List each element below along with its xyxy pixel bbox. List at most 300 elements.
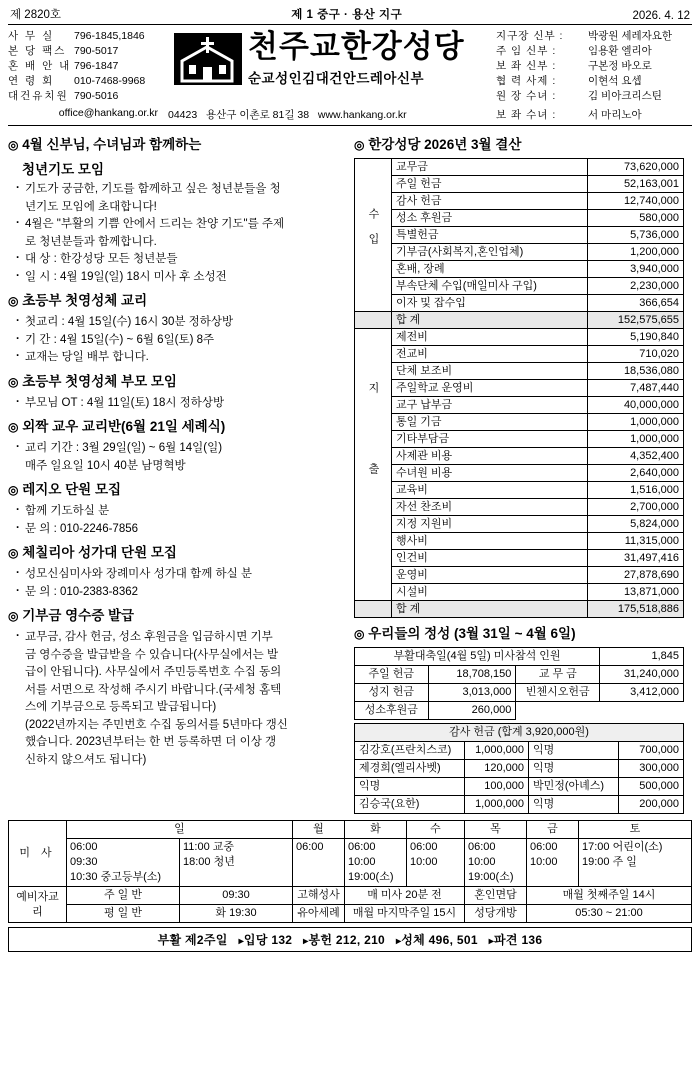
table-row	[355, 499, 684, 516]
cat-c3: 유아세례	[293, 905, 345, 923]
table-header-row	[9, 821, 692, 839]
offering-value: 260,000	[428, 702, 516, 720]
item-amount: 1,000,000	[588, 431, 684, 448]
section-heading	[8, 373, 344, 391]
contact-block	[8, 29, 168, 104]
day-header: 월	[293, 821, 345, 839]
clergy-value: 서 마리노아	[588, 109, 642, 121]
list-item-cont: 스에 기부금으로 등록되고 발급됩니다)	[25, 701, 217, 713]
offering-label: 성소후원금	[355, 702, 429, 720]
address-line	[168, 107, 496, 122]
donor-name: 익명	[529, 742, 619, 760]
table-row	[355, 648, 684, 666]
offering-value: 3,412,000	[600, 684, 684, 702]
church-logo-icon	[172, 31, 244, 87]
cat-time: 09:30	[180, 887, 293, 905]
list-item: · 문 의 : 010-2246-7856	[14, 521, 344, 538]
day-header: 수	[407, 821, 465, 839]
section-title: 외짝 교우 교리반(6월 21일 세례식)	[22, 419, 226, 434]
table-row	[355, 414, 684, 431]
thanks-title: 감사 헌금 (합계 3,920,000원)	[355, 724, 684, 742]
diamond-icon: ◎	[354, 627, 365, 641]
donor-amount: 200,000	[619, 796, 684, 814]
table-row	[355, 702, 684, 720]
schedule-section	[8, 820, 692, 952]
item-name: 전교비	[392, 346, 588, 363]
mass-time: 19:00(소)	[348, 871, 394, 883]
mass-time: 06:00	[410, 841, 438, 853]
email-value: office@hankang.or.kr	[58, 107, 158, 119]
list-item: · 대 상 : 한강성당 모든 청년분들	[14, 251, 344, 268]
cat-c6: 05:30 ~ 21:00	[527, 905, 692, 923]
item-amount: 2,700,000	[588, 499, 684, 516]
thanks-offering-table	[354, 723, 684, 814]
item-name: 주일 헌금	[392, 176, 588, 193]
item-name: 시설비	[392, 584, 588, 601]
offering-table	[354, 647, 684, 720]
diamond-icon: ◎	[8, 609, 19, 623]
section-heading	[8, 418, 344, 436]
clergy-value: 구본정 바오로	[588, 60, 652, 72]
mass-sun-b	[180, 839, 293, 887]
section-heading	[8, 292, 344, 310]
finance-heading	[354, 136, 684, 154]
arrow-icon: ▸	[303, 936, 309, 947]
table-row	[355, 448, 684, 465]
list-item: · 교리 기간 : 3월 29일(일) ~ 6월 14일(일)	[14, 440, 344, 457]
contact-label: 혼 배 안 내	[8, 60, 72, 72]
contact-value: 790-5017	[74, 45, 119, 57]
table-row	[355, 760, 684, 778]
mass-time: 06:00	[296, 841, 324, 853]
income-label: 수입	[355, 159, 392, 312]
section-items	[14, 314, 344, 366]
contact-label: 사 무 실	[8, 30, 55, 42]
arrow-icon: ▸	[395, 936, 402, 947]
donor-amount: 100,000	[465, 778, 529, 796]
masthead-center	[168, 29, 496, 104]
easter-value: 1,845	[600, 648, 684, 666]
day-header: 금	[527, 821, 579, 839]
cat-label: 평 일 반	[67, 905, 180, 923]
item-name: 특별헌금	[392, 227, 588, 244]
offering-value: 18,708,150	[428, 666, 516, 684]
item-name: 기부금(사회복지,혼인업체)	[392, 244, 588, 261]
item-amount: 31,497,416	[588, 550, 684, 567]
donor-name: 익명	[355, 778, 465, 796]
finance-table	[354, 158, 684, 618]
section-items	[14, 395, 344, 412]
mass-time: 19:00(소)	[468, 871, 514, 883]
mass-thu	[465, 839, 527, 887]
item-amount: 5,736,000	[588, 227, 684, 244]
masthead	[8, 25, 692, 106]
contact-value: 796-1847	[74, 60, 119, 72]
section-title: 체칠리아 성가대 단원 모집	[22, 545, 177, 560]
section-items	[14, 440, 344, 474]
address-bar	[8, 106, 692, 124]
website-link[interactable]: www.hankang.or.kr	[317, 109, 407, 121]
offering-value: 3,013,000	[428, 684, 516, 702]
donor-amount: 1,000,000	[465, 796, 529, 814]
mass-sun-a	[67, 839, 180, 887]
item-amount: 3,940,000	[588, 261, 684, 278]
contact-value: 796-1845,1846	[74, 30, 145, 42]
section-title: 4월 신부님, 수녀님과 함께하는	[22, 137, 202, 152]
table-row	[355, 193, 684, 210]
item-amount: 5,824,000	[588, 516, 684, 533]
list-item-cont: 급이 안됩니다). 사무실에서 주민등록번호 수집 동의	[25, 666, 282, 678]
section-items	[14, 181, 344, 285]
table-row	[355, 584, 684, 601]
item-name: 행사비	[392, 533, 588, 550]
clergy-value: 박광원 세레자요한	[588, 30, 673, 42]
item-name: 혼배, 장례	[392, 261, 588, 278]
clergy-row	[496, 44, 692, 59]
list-item-cont: 했습니다. 2023년부터는 한 번 등록하면 더 이상 갱	[25, 736, 277, 748]
mass-time: 10:00	[468, 856, 496, 868]
list-item-cont: 금 영수증을 발급받을 수 있습니다(사무실에서는 발	[25, 648, 279, 661]
mass-time: 17:00 어린이(소)	[582, 841, 663, 853]
hymn-communion: 성체 496, 501	[401, 933, 478, 947]
section-items	[14, 566, 344, 600]
list-item: · 성모신심미사와 장례미사 성가대 함께 하실 분	[14, 566, 344, 583]
expense-total-row	[355, 601, 684, 618]
cat-c4: 매 미사 20분 전	[345, 887, 465, 905]
item-amount: 580,000	[588, 210, 684, 227]
mass-time: 06:00	[70, 841, 98, 853]
district-label: 제 1 중구 · 용산 지구	[291, 9, 403, 21]
table-row	[9, 887, 692, 905]
day-header: 토	[579, 821, 692, 839]
clergy-label: 원 장 수녀 :	[496, 90, 557, 102]
list-item: · 교재는 당일 배부 합니다.	[14, 349, 344, 366]
item-name: 제전비	[392, 329, 588, 346]
table-row	[355, 567, 684, 584]
mass-time: 10:30 중고등부(소)	[70, 871, 162, 883]
item-name: 자선 찬조비	[392, 499, 588, 516]
table-row	[355, 465, 684, 482]
clergy-label: 보 좌 수녀 :	[496, 109, 557, 121]
clergy-value: 이현석 요셉	[588, 75, 642, 87]
contact-value: 790-5016	[74, 90, 119, 102]
table-row	[355, 431, 684, 448]
table-row	[355, 482, 684, 499]
arrow-icon: ▸	[488, 936, 495, 947]
mass-time: 10:00	[410, 856, 438, 868]
item-name: 운영비	[392, 567, 588, 584]
item-amount: 27,878,690	[588, 567, 684, 584]
cat-label: 주 일 반	[67, 887, 180, 905]
section-items	[14, 629, 344, 768]
table-row	[355, 533, 684, 550]
donor-name: 제경희(엘리사벳)	[355, 760, 465, 778]
table-row	[355, 742, 684, 760]
table-row	[355, 278, 684, 295]
list-item: · 기도가 궁금한, 기도를 함께하고 싶은 청년분들을 청	[14, 181, 344, 198]
table-row	[355, 550, 684, 567]
table-row	[9, 839, 692, 887]
catechism-label: 예비자교리	[9, 887, 67, 923]
clergy-value: 김 비아크리스틴	[588, 90, 662, 102]
section-title: 초등부 첫영성체 부모 모임	[22, 373, 177, 389]
diamond-icon: ◎	[8, 483, 19, 497]
item-amount: 13,871,000	[588, 584, 684, 601]
item-amount: 1,200,000	[588, 244, 684, 261]
section-items	[14, 503, 344, 537]
section-heading	[8, 544, 344, 562]
item-name: 교무금	[392, 159, 588, 176]
item-amount: 73,620,000	[588, 159, 684, 176]
section-title: 레지오 단원 모집	[22, 482, 122, 497]
hymn-recessional: 파견 136	[494, 933, 543, 947]
table-row	[355, 346, 684, 363]
mass-schedule-table	[8, 820, 692, 923]
contact-label: 대건유치원	[8, 90, 69, 102]
table-row	[355, 397, 684, 414]
item-amount: 12,740,000	[588, 193, 684, 210]
item-name: 단체 보조비	[392, 363, 588, 380]
cat-c6: 매월 첫째주일 14시	[527, 887, 692, 905]
item-name: 부속단체 수입(매일미사 구입)	[392, 278, 588, 295]
offering-label: 교 무 금	[516, 666, 600, 684]
clergy-label: 보 좌 신부 :	[496, 60, 557, 72]
contact-row	[8, 74, 168, 89]
hymn-offertory: 봉헌 212, 210	[308, 933, 386, 947]
item-name: 기타부담금	[392, 431, 588, 448]
mass-fri	[527, 839, 579, 887]
church-title: 천주교한강성당	[248, 29, 465, 64]
street-address: 용산구 이촌로 81길 38	[205, 109, 310, 121]
table-row	[9, 905, 692, 923]
church-subtitle: 순교성인김대건안드레아신부	[248, 71, 425, 86]
list-item: · 기 간 : 4월 15일(수) ~ 6월 6일(토) 8주	[14, 332, 344, 349]
item-amount: 2,230,000	[588, 278, 684, 295]
total-label: 합 계	[392, 601, 588, 618]
item-name: 통일 기금	[392, 414, 588, 431]
table-row	[355, 684, 684, 702]
diamond-icon: ◎	[8, 138, 19, 152]
clergy-row-last	[496, 107, 692, 122]
table-row	[355, 796, 684, 814]
issue-date: 2026. 4. 12	[632, 10, 690, 22]
table-row	[355, 244, 684, 261]
day-header: 일	[67, 821, 293, 839]
diamond-icon: ◎	[8, 294, 19, 308]
list-item: · 일 시 : 4월 19일(일) 18시 미사 후 소성전	[14, 269, 344, 286]
item-name: 사제관 비용	[392, 448, 588, 465]
section-heading	[8, 607, 344, 625]
mass-sat	[579, 839, 692, 887]
offering-label: 주일 헌금	[355, 666, 429, 684]
finance-column	[354, 129, 684, 814]
donor-name: 박민정(아녜스)	[529, 778, 619, 796]
clergy-label: 지구장 신부 :	[496, 30, 564, 42]
mass-wed	[407, 839, 465, 887]
cat-c4: 매월 마지막주일 15시	[345, 905, 465, 923]
mass-time: 19:00 주 일	[582, 856, 637, 868]
mass-time: 06:00	[348, 841, 376, 853]
table-row	[355, 227, 684, 244]
offering-title: 우리들의 정성 (3월 31일 ~ 4월 6일)	[368, 626, 576, 641]
donor-name: 익명	[529, 760, 619, 778]
cat-c5: 혼인면담	[465, 887, 527, 905]
table-row	[355, 778, 684, 796]
list-item-cont: 로 청년분들과 함께합니다.	[25, 235, 157, 248]
item-amount: 2,640,000	[588, 465, 684, 482]
list-item: · 부모님 OT : 4월 11일(토) 18시 정하상방	[14, 395, 344, 412]
announcements-column	[8, 129, 344, 814]
table-row	[355, 363, 684, 380]
expense-label: 지출	[355, 329, 392, 601]
day-header: 목	[465, 821, 527, 839]
section-heading	[8, 481, 344, 499]
mass-tue	[345, 839, 407, 887]
table-row	[355, 176, 684, 193]
clergy-row	[496, 74, 692, 89]
item-name: 교구 납부금	[392, 397, 588, 414]
donor-amount: 1,000,000	[465, 742, 529, 760]
main-columns	[8, 129, 692, 814]
offering-label: 빈첸시오헌금	[516, 684, 600, 702]
clergy-row	[496, 89, 692, 104]
donor-amount: 500,000	[619, 778, 684, 796]
donor-amount: 300,000	[619, 760, 684, 778]
issue-number: 제 2820호	[10, 9, 61, 21]
masthead-divider	[8, 125, 692, 126]
cat-c3: 고해성사	[293, 887, 345, 905]
donor-name: 김승국(요한)	[355, 796, 465, 814]
income-total-row	[355, 312, 684, 329]
mass-time: 06:00	[530, 841, 558, 853]
clergy-row	[496, 29, 692, 44]
section-heading	[8, 136, 344, 154]
mass-time: 10:00	[530, 856, 558, 868]
item-amount: 710,020	[588, 346, 684, 363]
section-subtitle: 청년기도 모임	[22, 162, 104, 177]
item-amount: 11,315,000	[588, 533, 684, 550]
list-item-cont: 매주 일요일 10시 40분 남명혁방	[25, 459, 186, 472]
arrow-icon: ▸	[238, 936, 244, 947]
list-item-cont: 년기도 모임에 초대합니다!	[25, 200, 157, 213]
item-name: 이자 및 잡수입	[392, 295, 588, 312]
item-name: 성소 후원금	[392, 210, 588, 227]
list-item-cont: 신하지 않으셔도 됩니다)	[25, 753, 147, 766]
hymn-footer	[8, 927, 692, 952]
contact-value: 010-7468-9968	[74, 75, 146, 87]
contact-row	[8, 59, 168, 74]
mass-time: 10:00	[348, 856, 376, 868]
total-label: 합 계	[392, 312, 588, 329]
list-item: · 교무금, 감사 헌금, 성소 후원금을 입금하시면 기부	[14, 629, 344, 646]
clergy-row	[496, 59, 692, 74]
donor-amount: 700,000	[619, 742, 684, 760]
list-item: · 문 의 : 010-2383-8362	[14, 584, 344, 601]
section-title: 기부금 영수증 발급	[22, 608, 135, 623]
cat-time: 화 19:30	[180, 905, 293, 923]
footer-season: 부활 제2주일	[157, 933, 228, 947]
clergy-label: 협 력 사제 :	[496, 75, 557, 87]
table-row	[355, 666, 684, 684]
finance-title: 한강성당 2026년 3월 결산	[368, 137, 522, 152]
item-amount: 4,352,400	[588, 448, 684, 465]
offering-value: 31,240,000	[600, 666, 684, 684]
list-item: · 함께 기도하실 분	[14, 503, 344, 520]
list-item: · 4월은 "부활의 기쁨 안에서 드리는 찬양 기도"를 주제	[14, 216, 344, 233]
mass-time: 09:30	[70, 856, 98, 868]
contact-row	[8, 89, 168, 104]
item-name: 감사 헌금	[392, 193, 588, 210]
offering-heading	[354, 625, 684, 643]
contact-row	[8, 44, 168, 59]
mass-label: 미 사	[9, 821, 67, 887]
easter-label: 부활대축일(4월 5일) 미사참석 인원	[355, 648, 600, 666]
item-name: 지정 지원비	[392, 516, 588, 533]
table-row	[355, 380, 684, 397]
zipcode: 04423	[168, 109, 198, 121]
item-amount: 1,516,000	[588, 482, 684, 499]
table-row	[355, 329, 684, 346]
donor-name: 김강호(프란치스코)	[355, 742, 465, 760]
item-amount: 366,654	[588, 295, 684, 312]
table-row	[355, 516, 684, 533]
item-amount: 7,487,440	[588, 380, 684, 397]
section-title: 초등부 첫영성체 교리	[22, 293, 148, 308]
table-row	[355, 261, 684, 278]
top-bar	[8, 4, 692, 23]
hymn-entrance: 입당 132	[243, 933, 293, 947]
item-name: 교육비	[392, 482, 588, 499]
item-name: 수녀원 비용	[392, 465, 588, 482]
donor-amount: 120,000	[465, 760, 529, 778]
day-header: 화	[345, 821, 407, 839]
diamond-icon: ◎	[354, 138, 365, 152]
item-amount: 40,000,000	[588, 397, 684, 414]
contact-label: 연 령 회	[8, 75, 55, 87]
clergy-value: 임용환 엘리아	[588, 45, 652, 57]
table-row	[355, 159, 684, 176]
item-name: 인건비	[392, 550, 588, 567]
clergy-label: 주 임 신부 :	[496, 45, 557, 57]
item-amount: 5,190,840	[588, 329, 684, 346]
offering-label: 성지 헌금	[355, 684, 429, 702]
diamond-icon: ◎	[8, 546, 19, 560]
list-item: · 첫교리 : 4월 15일(수) 16시 30분 정하상방	[14, 314, 344, 331]
donor-name: 익명	[529, 796, 619, 814]
mass-time: 18:00 청년	[183, 856, 235, 868]
diamond-icon: ◎	[8, 420, 19, 434]
item-amount: 52,163,001	[588, 176, 684, 193]
total-amount: 152,575,655	[588, 312, 684, 329]
mass-time: 11:00 교중	[183, 841, 235, 853]
table-row	[355, 210, 684, 227]
table-row	[355, 295, 684, 312]
cat-c5: 성당개방	[465, 905, 527, 923]
mass-time: 06:00	[468, 841, 496, 853]
mass-mon	[293, 839, 345, 887]
item-amount: 1,000,000	[588, 414, 684, 431]
diamond-icon: ◎	[8, 374, 19, 389]
contact-row	[8, 29, 168, 44]
clergy-block	[496, 29, 692, 104]
item-name: 주일학교 운영비	[392, 380, 588, 397]
table-row	[355, 724, 684, 742]
contact-label: 본 당 팩스	[8, 45, 67, 57]
total-amount: 175,518,886	[588, 601, 684, 618]
list-item-cont: 서를 서면으로 작성해 주시기 바랍니다.(국세청 홈텍	[25, 683, 282, 696]
item-amount: 18,536,080	[588, 363, 684, 380]
list-item-cont: (2022년까지는 주민번호 수집 동의서를 5년마다 갱신	[25, 718, 288, 731]
